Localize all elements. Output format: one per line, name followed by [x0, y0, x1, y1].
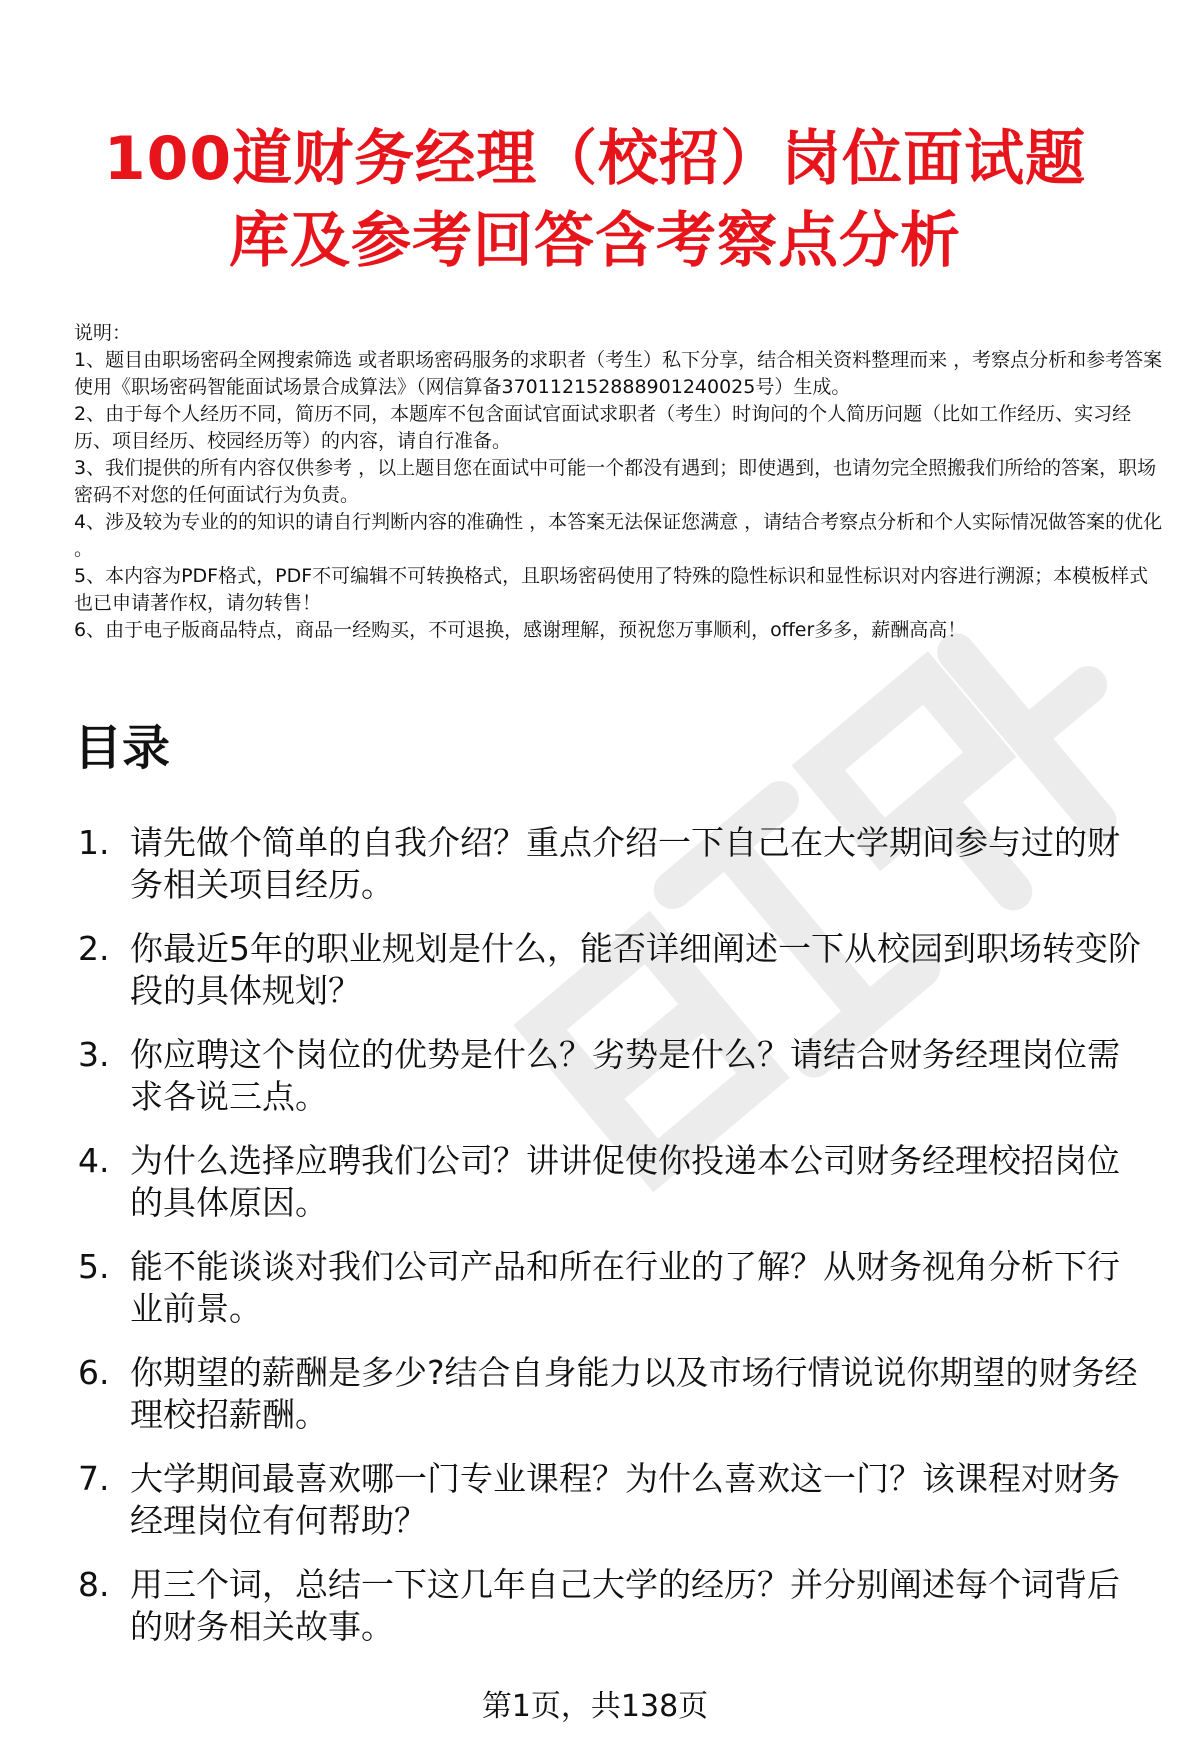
toc-item-text: 能不能谈谈对我们公司产品和所在行业的了解？从财务视角分析下行业前景。 — [130, 1247, 1120, 1328]
toc-item[interactable] — [78, 1352, 1168, 1436]
toc-item[interactable] — [78, 1564, 1168, 1648]
toc-item-text: 为什么选择应聘我们公司？讲讲促使你投递本公司财务经理校招岗位的具体原因。 — [130, 1141, 1120, 1222]
toc-item[interactable] — [78, 1140, 1168, 1224]
instructions-heading: 说明： — [74, 322, 132, 344]
toc-item-number: 4. — [78, 1141, 110, 1180]
instruction-item: 4、涉及较为专业的的知识的请自行判断内容的准确性 ，本答案无法保证您满意 ，请结合考察点分析和个人实际情况做答案的优化 。 — [74, 511, 1163, 560]
toc-item-number: 1. — [78, 823, 110, 862]
document-title — [60, 118, 1130, 282]
toc-item[interactable] — [78, 1246, 1168, 1330]
instruction-item: 5、本内容为PDF格式，PDF不可编辑不可转换格式，且职场密码使用了特殊的隐性标识和显性标识对内容进行溯源；本模板样式也已申请著作权，请勿转售！ — [74, 565, 1149, 614]
toc-item-number: 6. — [78, 1353, 110, 1392]
toc-item[interactable] — [78, 1034, 1168, 1118]
toc-item-text: 用三个词，总结一下这几年自己大学的经历？并分别阐述每个词背后的财务相关故事。 — [130, 1565, 1120, 1646]
toc-item-text: 你应聘这个岗位的优势是什么？劣势是什么？请结合财务经理岗位需求各说三点。 — [130, 1035, 1120, 1116]
toc-item-text: 你期望的薪酬是多少?结合自身能力以及市场行情说说你期望的财务经理校招薪酬。 — [130, 1353, 1138, 1434]
toc-item-number: 5. — [78, 1247, 110, 1286]
title-line-2: 库及参考回答含考察点分析 — [229, 206, 961, 276]
toc-item-text: 请先做个简单的自我介绍？重点介绍一下自己在大学期间参与过的财务相关项目经历。 — [130, 823, 1120, 904]
toc-item[interactable] — [78, 928, 1168, 1012]
toc-item-number: 2. — [78, 929, 110, 968]
toc-item-number: 3. — [78, 1035, 110, 1074]
instruction-item: 1、题目由职场密码全网搜索筛选 或者职场密码服务的求职者（考生）私下分享，结合相关资料整理而来 ，考察点分析和参考答案使用《职场密码智能面试场景合成算法》（网信算备370112152888901240025号）生成。 — [74, 349, 1163, 398]
toc-list — [78, 822, 1168, 1670]
instruction-item: 3、我们提供的所有内容仅供参考 ，以上题目您在面试中可能一个都没有遇到；即使遇到，也请勿完全照搬我们所给的答案，职场密码不对您的任何面试行为负责。 — [74, 457, 1157, 506]
toc-item-text: 你最近5年的职业规划是什么，能否详细阐述一下从校园到职场转变阶段的具体规划？ — [130, 929, 1141, 1010]
toc-item[interactable] — [78, 822, 1168, 906]
instructions-section — [74, 320, 1164, 644]
instruction-item: 2、由于每个人经历不同，简历不同，本题库不包含面试官面试求职者（考生）时询问的个人简历问题（比如工作经历、实习经历、项目经历、校园经历等）的内容，请自行准备。 — [74, 403, 1132, 452]
title-line-1: 100道财务经理（校招）岗位面试题 — [103, 124, 1087, 194]
toc-item-number: 7. — [78, 1459, 110, 1498]
toc-item-number: 8. — [78, 1565, 110, 1604]
page-number: 第1页，共138页 — [481, 1689, 709, 1724]
toc-item[interactable] — [78, 1458, 1168, 1542]
toc-heading: 目录 — [74, 720, 171, 776]
toc-item-text: 大学期间最喜欢哪一门专业课程？为什么喜欢这一门？该课程对财务经理岗位有何帮助？ — [130, 1459, 1120, 1540]
instruction-item: 6、由于电子版商品特点，商品一经购买，不可退换，感谢理解，预祝您万事顺利，offer多多，薪酬高高！ — [74, 619, 967, 641]
